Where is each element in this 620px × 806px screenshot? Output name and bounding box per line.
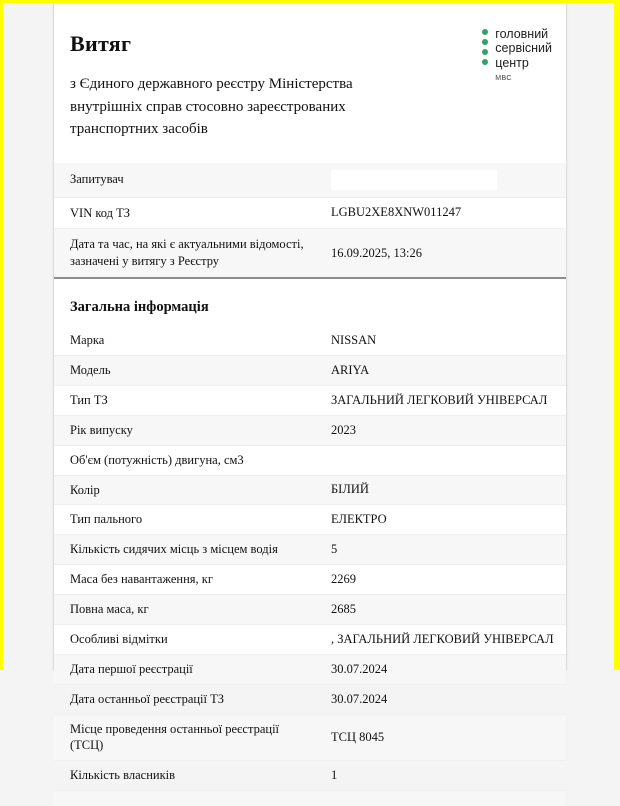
- row-value: 2685: [331, 601, 356, 616]
- row-label: Кількість сидячих місць з місцем водія: [70, 542, 278, 557]
- row-label: Дата останньої реєстрації ТЗ: [70, 691, 225, 706]
- table-row: [54, 594, 566, 624]
- row-value: 2023: [331, 422, 356, 437]
- row-value: ARIYA: [331, 362, 370, 377]
- row-value: БІЛИЙ: [331, 482, 369, 497]
- row-value: 16.09.2025, 13:26: [331, 245, 422, 260]
- logo-dot-icon: [482, 49, 488, 55]
- row-label: Повна маса, кг: [70, 602, 149, 616]
- row-label: Особливі відмітки: [70, 631, 168, 646]
- redaction-box: [331, 170, 497, 190]
- row-value: , ЗАГАЛЬНИЙ ЛЕГКОВИЙ УНІВЕРСАЛ: [331, 631, 554, 646]
- row-label: VIN код ТЗ: [70, 205, 131, 220]
- logo-text: [495, 27, 552, 70]
- row-value: 30.07.2024: [331, 661, 388, 676]
- table-row: [54, 475, 566, 505]
- table-row: [54, 326, 566, 355]
- frame-right: [614, 0, 620, 670]
- table-row: [54, 684, 566, 714]
- document-page: [53, 3, 567, 783]
- row-label: Об'єм (потужність) двигуна, см3: [70, 452, 244, 467]
- frame-left: [0, 0, 3, 670]
- row-value: LGBU2XE8XNW011247: [331, 205, 462, 220]
- row-value: [331, 454, 566, 466]
- row-label: Марка: [70, 333, 105, 348]
- logo-dots-icon: [482, 27, 488, 82]
- row-value: 5: [331, 542, 338, 557]
- logo-text-line: сервісний: [495, 41, 552, 56]
- row-value: 2269: [331, 572, 356, 587]
- table-row: [54, 624, 566, 654]
- table-row: [54, 760, 566, 790]
- page-title: Витяг: [70, 31, 132, 56]
- row-label: Маса без навантаження, кг: [70, 572, 213, 587]
- logo-dot-icon: [482, 29, 488, 35]
- general-info-table: [54, 326, 566, 806]
- row-value: [331, 793, 566, 805]
- table-row: [54, 445, 566, 475]
- table-row: [54, 714, 566, 761]
- document-header: [54, 27, 566, 141]
- row-value: ТСЦ 8045: [331, 729, 385, 744]
- table-row: [54, 564, 566, 594]
- row-label: Тип ТЗ: [70, 392, 108, 407]
- table-row: [54, 790, 566, 806]
- row-label: [54, 793, 331, 805]
- table-row: [54, 654, 566, 684]
- row-label: Колір: [70, 482, 100, 497]
- row-value: 1: [331, 768, 338, 783]
- row-label: Дата першої реєстрації: [70, 661, 193, 676]
- row-label: Запитувач: [70, 172, 124, 187]
- logo-text-line: головний: [495, 27, 549, 41]
- row-label: Кількість власників: [70, 768, 176, 783]
- row-label: Тип пального: [70, 512, 143, 527]
- row-label: Рік випуску: [70, 422, 133, 437]
- row-value: NISSAN: [331, 333, 377, 348]
- logo-text-line: центр: [495, 55, 529, 70]
- table-row: [54, 163, 566, 197]
- logo-org-label: МВС: [495, 75, 512, 83]
- logo-dot-icon: [482, 39, 488, 45]
- request-info-table: [54, 163, 566, 280]
- section-heading: Загальна інформація: [70, 299, 209, 316]
- table-row: [54, 385, 566, 415]
- page-subtitle: з Єдиного державного реєстру Міністерства внутрішніх справ стосовно зареєстрованих транспортних засобів: [70, 76, 353, 137]
- table-row: [54, 534, 566, 564]
- logo-dot-icon: [482, 59, 488, 65]
- row-value: 30.07.2024: [331, 691, 388, 706]
- row-label: Модель: [70, 363, 111, 377]
- row-label: Дата та час, на які є актуальними відомості, зазначені у витягу з Реєстру: [70, 237, 304, 269]
- row-value: ЕЛЕКТРО: [331, 512, 387, 527]
- row-value: [331, 163, 566, 197]
- row-label: Місце проведення останньої реєстрації (ТСЦ): [70, 721, 280, 753]
- service-center-logo: [482, 27, 552, 82]
- frame-top: [0, 0, 620, 3]
- table-row: [54, 415, 566, 445]
- table-row: [54, 228, 566, 277]
- table-row: [54, 355, 566, 385]
- table-row: [54, 504, 566, 534]
- table-row: [54, 197, 566, 229]
- row-value: ЗАГАЛЬНИЙ ЛЕГКОВИЙ УНІВЕРСАЛ: [331, 392, 548, 407]
